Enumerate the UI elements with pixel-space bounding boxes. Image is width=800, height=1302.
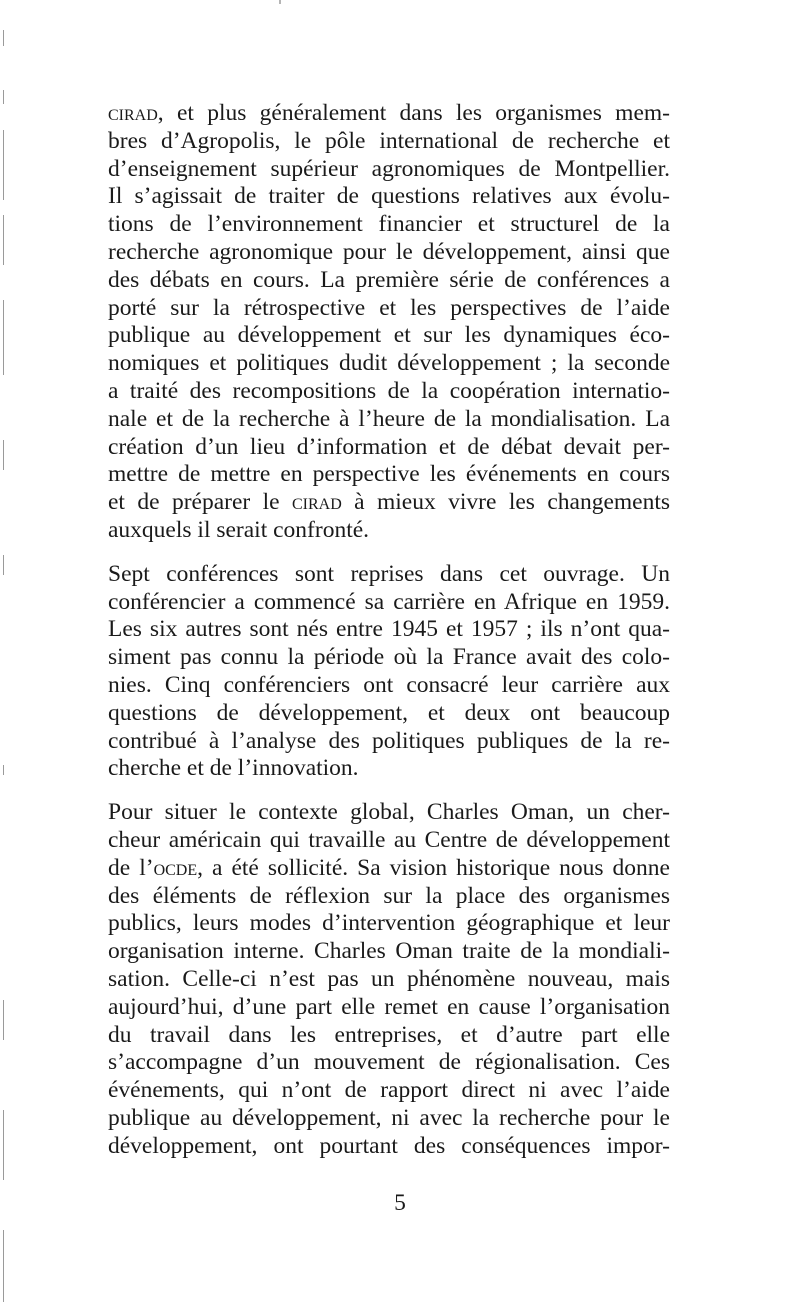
text-segment: de l’ xyxy=(108,854,154,881)
text-segment: et de préparer le xyxy=(108,489,292,516)
scan-artifact-line xyxy=(3,30,4,46)
scan-artifact-line xyxy=(3,90,4,104)
text-line: siment pas connu la période où la France avait des colo- xyxy=(108,644,670,671)
page-number: 5 xyxy=(394,1190,406,1216)
text-line: a traité des recompositions de la coopération internatio- xyxy=(108,377,670,404)
page-body-text xyxy=(108,100,670,1176)
text-line: auxquels il serait confronté. xyxy=(108,516,370,543)
text-line xyxy=(108,100,670,128)
text-line: contribué à l’analyse des politiques publiques de la re- xyxy=(108,727,670,754)
text-line: aujourd’hui, d’une part elle remet en cause l’organisation xyxy=(108,993,670,1020)
text-line: conférencier a commencé sa carrière en Afrique en 1959. xyxy=(108,588,670,615)
paragraph xyxy=(108,799,670,1160)
paragraph xyxy=(108,561,670,783)
acronym: cirad xyxy=(108,100,158,126)
scan-artifact-line xyxy=(3,440,4,470)
text-line xyxy=(108,489,670,517)
text-line: mettre de mettre en perspective les événements en cours xyxy=(108,461,670,488)
text-line: Sept conférences sont reprises dans cet ouvrage. Un xyxy=(108,560,670,587)
scan-artifact-line xyxy=(3,1000,4,1040)
text-line: sation. Celle-ci n’est pas un phénomène nouveau, mais xyxy=(108,965,670,992)
text-line: organisation interne. Charles Oman traite de la mondiali- xyxy=(108,938,670,965)
text-line: cheur américain qui travaille au Centre de développement xyxy=(108,826,670,853)
text-line: Pour situer le contexte global, Charles Oman, un cher- xyxy=(108,799,670,826)
scan-artifact-mark xyxy=(279,0,281,4)
text-line: des éléments de réflexion sur la place des organismes xyxy=(108,882,670,909)
text-line: nomiques et politiques dudit développement ; la seconde xyxy=(108,350,670,377)
text-line: Les six autres sont nés entre 1945 et 1957 ; ils n’ont qua- xyxy=(108,616,670,643)
acronym: ocde xyxy=(153,854,198,881)
text-line: bres d’Agropolis, le pôle international de recherche et xyxy=(108,127,670,154)
text-line: d’enseignement supérieur agronomiques de Montpellier. xyxy=(108,155,670,182)
text-line: tions de l’environnement financier et structurel de la xyxy=(108,211,670,238)
scan-artifact-line xyxy=(3,130,4,200)
text-line: Il s’agissait de traiter de questions relatives aux évolu- xyxy=(108,183,670,210)
text-line: nies. Cinq conférenciers ont consacré leur carrière aux xyxy=(108,671,670,698)
text-segment: , a été sollicité. Sa vision historique nous donne xyxy=(197,854,670,881)
paragraph xyxy=(108,100,670,545)
text-line: nale et de la recherche à l’heure de la mondialisation. La xyxy=(108,405,670,432)
scan-artifact-line xyxy=(3,1230,4,1302)
text-line xyxy=(108,855,670,883)
text-line: événements, qui n’ont de rapport direct ni avec l’aide xyxy=(108,1077,670,1104)
text-line: création d’un lieu d’information et de débat devait per- xyxy=(108,433,670,460)
scan-artifact-line xyxy=(3,555,4,575)
text-line: développement, ont pourtant des conséquences impor- xyxy=(108,1132,670,1159)
scan-artifact-line xyxy=(3,300,4,375)
acronym: cirad xyxy=(291,489,342,516)
text-segment: , et plus généralement dans les organismes mem- xyxy=(157,100,670,126)
scan-artifact-line xyxy=(3,765,4,775)
text-line: du travail dans les entreprises, et d’autre part elle xyxy=(108,1021,670,1048)
text-line: s’accompagne d’un mouvement de régionalisation. Ces xyxy=(108,1049,670,1076)
text-segment: à mieux vivre les changements xyxy=(341,489,671,516)
text-line: des débats en cours. La première série de conférences a xyxy=(108,266,670,293)
text-line: publique au développement, ni avec la recherche pour le xyxy=(108,1104,670,1131)
scan-artifact-line xyxy=(3,215,4,265)
text-line: cherche et de l’innovation. xyxy=(108,755,359,782)
text-line: questions de développement, et deux ont beaucoup xyxy=(108,699,670,726)
text-line: publics, leurs modes d’intervention géographique et leur xyxy=(108,910,670,937)
text-line: recherche agronomique pour le développement, ainsi que xyxy=(108,238,670,265)
text-line: publique au développement et sur les dynamiques éco- xyxy=(108,322,670,349)
scan-artifact-line xyxy=(3,1110,4,1180)
text-line: porté sur la rétrospective et les perspectives de l’aide xyxy=(108,294,670,321)
